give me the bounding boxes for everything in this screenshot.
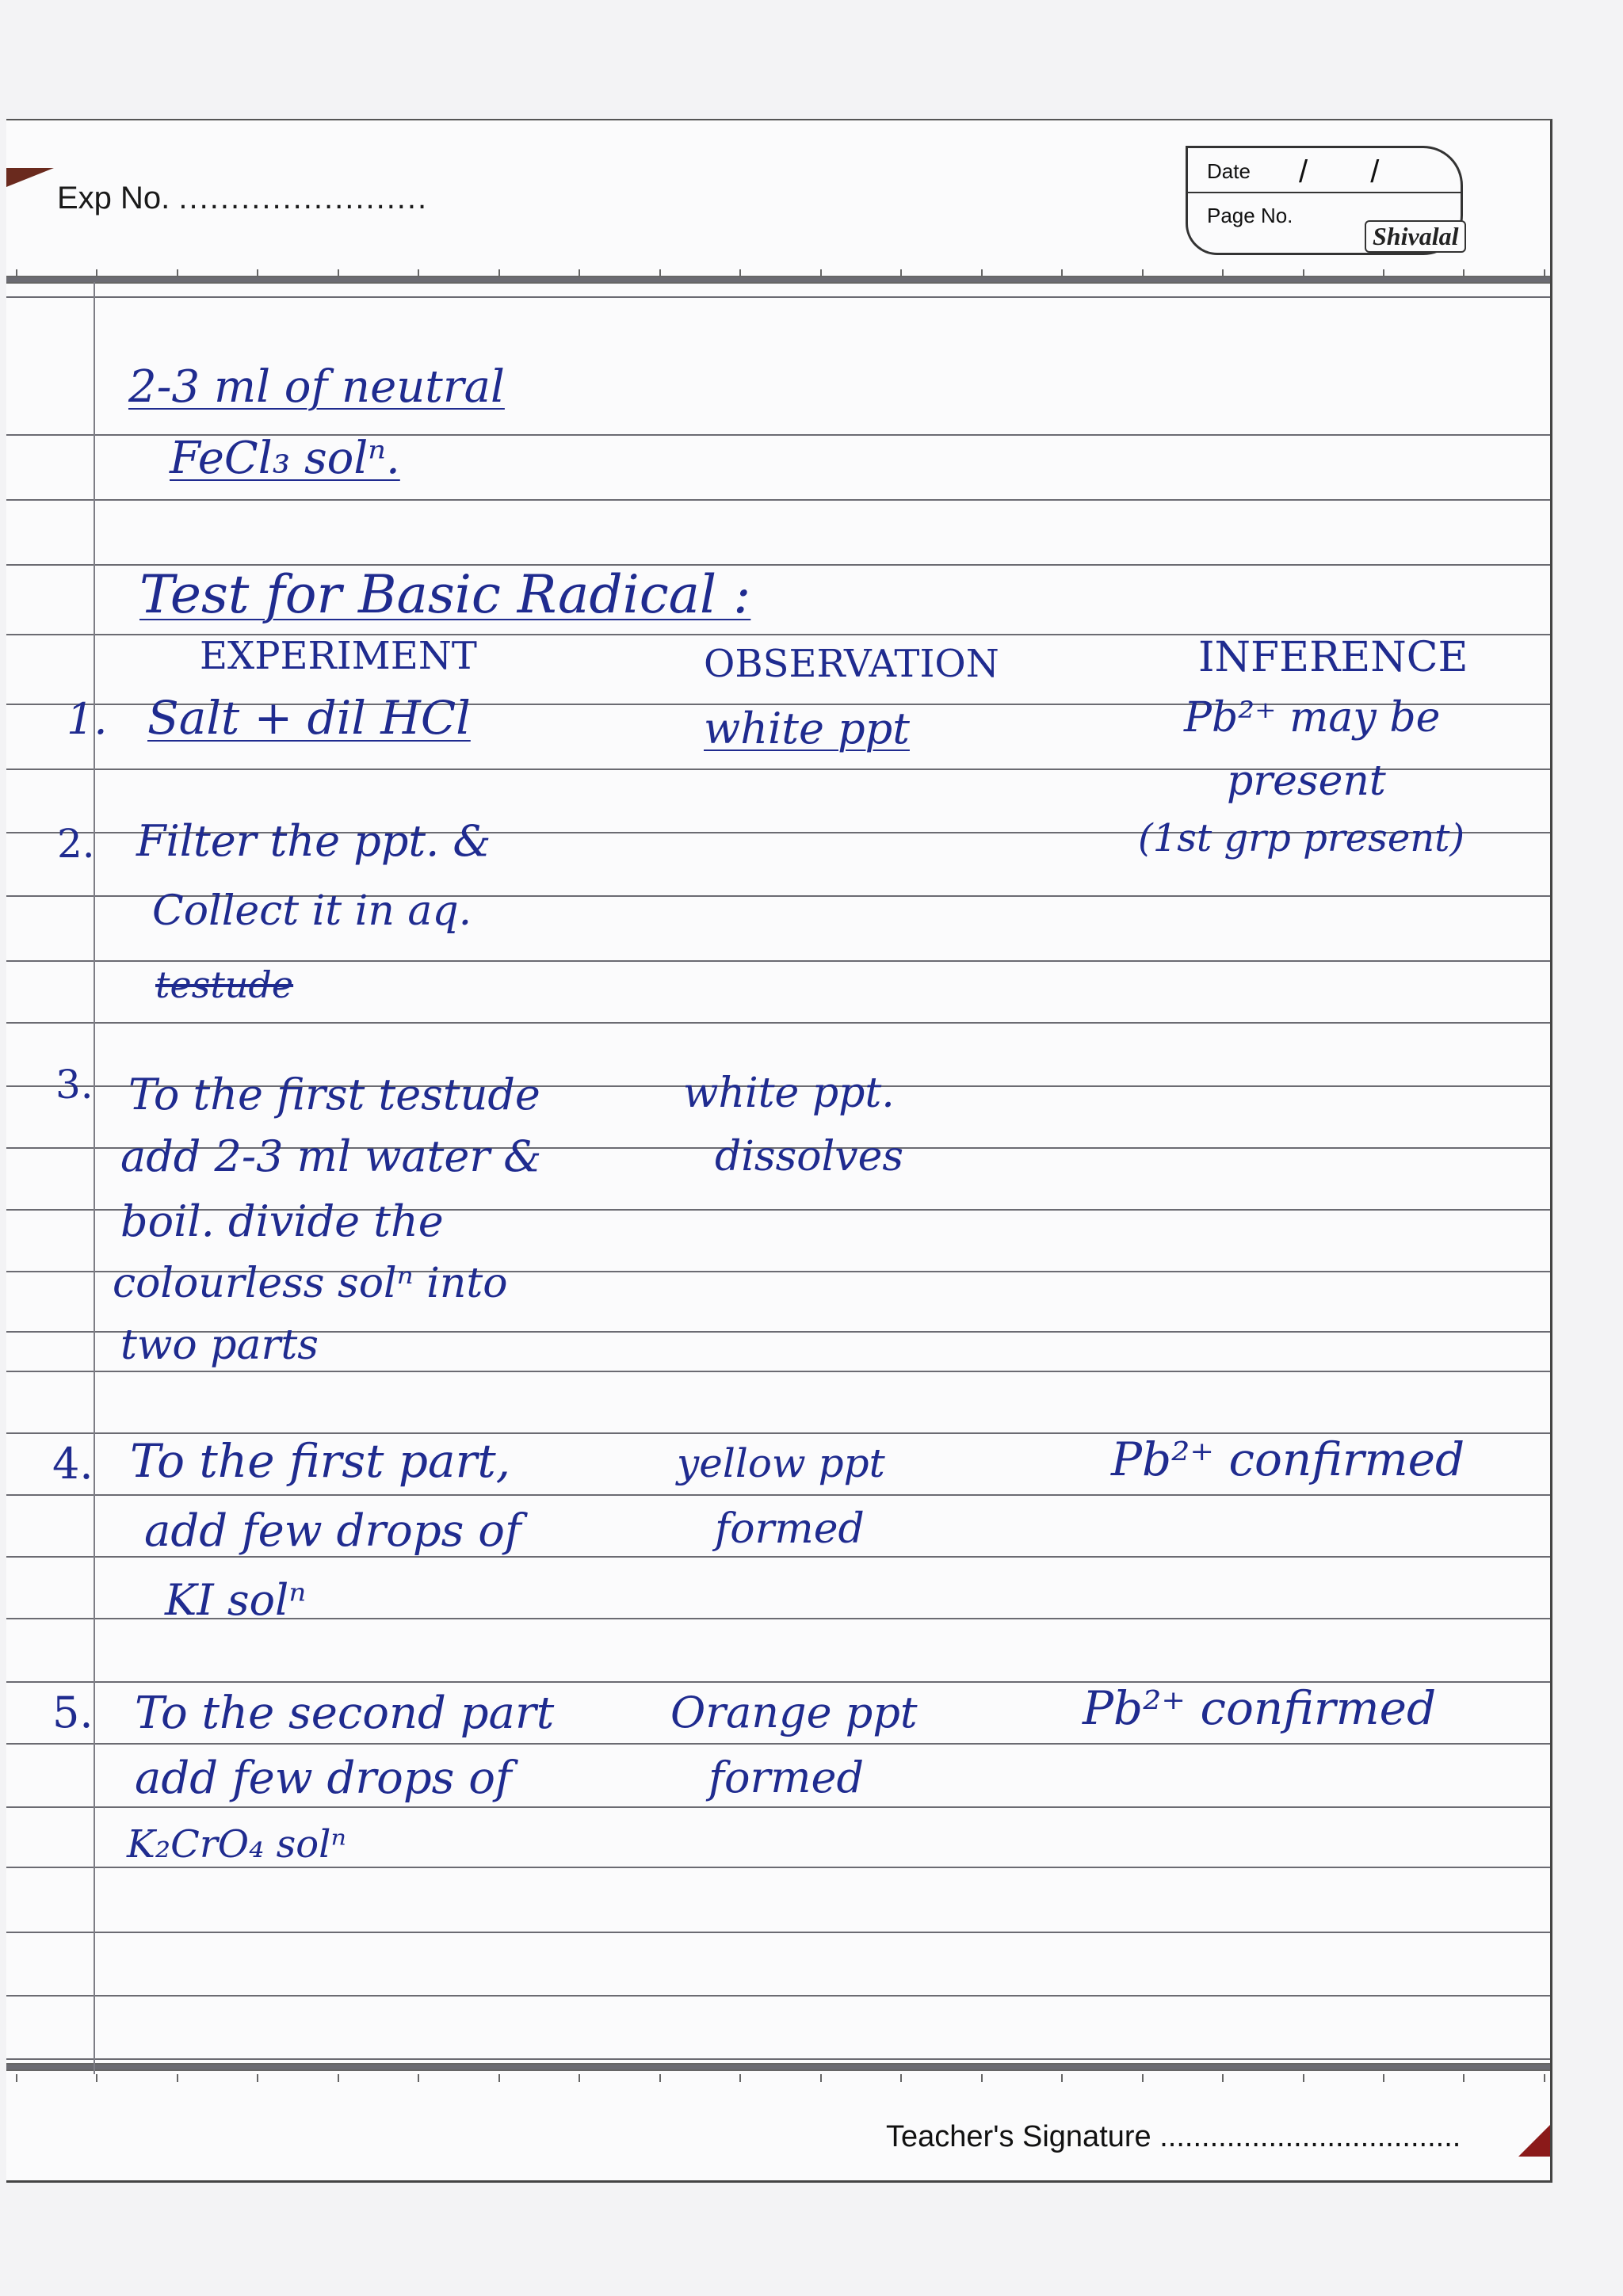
teacher-signature-dots: .................................... [1159, 2120, 1461, 2153]
row-4-experiment-line-2: add few drops of [144, 1505, 521, 1557]
ruled-line [6, 296, 1550, 298]
col-header-experiment: EXPERIMENT [200, 634, 477, 678]
ruled-line [6, 1995, 1550, 1997]
page-corner-shadow [1518, 2125, 1550, 2157]
ruled-line [6, 1743, 1550, 1745]
row-1-observation-line-1: white ppt [704, 704, 910, 753]
exp-no-text: Exp No. [57, 181, 170, 215]
ruled-line [6, 1022, 1550, 1024]
row-1-inference-line-1: Pb²⁺ may be [1184, 694, 1441, 742]
date-box-divider [1188, 192, 1461, 193]
page-corner-shadow [6, 168, 54, 187]
row-5-observation-line-2: formed [708, 1753, 865, 1802]
row-3-experiment-line-2: add 2-3 ml water & [120, 1131, 542, 1181]
date-label: Date [1207, 159, 1251, 183]
intro-line-2: FeCl₃ solⁿ. [170, 433, 400, 484]
row-5-inference-line-1: Pb²⁺ confirmed [1083, 1681, 1437, 1735]
margin-line [94, 282, 95, 2074]
row-3-number: 3. [55, 1062, 94, 1108]
ruled-line [6, 1932, 1550, 1933]
row-5-experiment-line-2: add few drops of [135, 1753, 512, 1804]
row-1-inference-line-2: present [1227, 757, 1386, 805]
date-slashes: / / [1299, 154, 1407, 189]
ruled-line [6, 1806, 1550, 1808]
exp-no-label [57, 181, 428, 216]
ruled-line [6, 499, 1550, 501]
row-5-number: 5. [52, 1688, 94, 1737]
exp-no-dots: ........................ [178, 181, 429, 215]
row-5-experiment-line-3: K₂CrO₄ solⁿ [127, 1822, 346, 1867]
intro-line-1: 2-3 ml of neutral [128, 361, 505, 413]
row-2-experiment-line-3: testude [155, 963, 294, 1006]
row-2-number: 2. [57, 821, 95, 867]
row-3-observation-line-2: dissolves [715, 1133, 904, 1180]
row-3-experiment-line-5: two parts [120, 1322, 319, 1369]
brand-logo: Shivalal [1365, 220, 1466, 253]
ruled-line [6, 960, 1550, 962]
ruled-line [6, 1494, 1550, 1496]
ruled-line [6, 1867, 1550, 1868]
row-3-observation-line-1: white ppt. [683, 1070, 895, 1117]
ruled-line [6, 1371, 1550, 1372]
rule-ticks-top [16, 269, 1545, 277]
row-3-experiment-line-3: boil. divide the [120, 1196, 444, 1246]
row-4-experiment-line-1: To the first part, [130, 1434, 511, 1488]
row-5-observation-line-1: Orange ppt [670, 1688, 918, 1737]
row-4-inference-line-1: Pb²⁺ confirmed [1111, 1432, 1465, 1486]
row-5-experiment-line-1: To the second part [135, 1688, 555, 1739]
row-1-inference-line-3: (1st grp present) [1138, 816, 1465, 860]
row-2-experiment-line-2: Collect it in aq. [152, 887, 472, 935]
footer-double-rule [6, 2063, 1550, 2071]
page-no-label: Page No. [1207, 204, 1293, 227]
ruled-line [6, 2058, 1550, 2060]
col-header-observation: OBSERVATION [704, 642, 999, 686]
teacher-signature-label: Teacher's Signature [886, 2120, 1151, 2153]
row-4-experiment-line-3: KI solⁿ [165, 1575, 307, 1625]
row-4-number: 4. [52, 1439, 94, 1489]
rule-ticks-bottom [16, 2074, 1545, 2082]
row-3-experiment-line-1: To the first testude [128, 1070, 540, 1119]
row-2-experiment-line-1: Filter the ppt. & [136, 816, 491, 866]
row-1-experiment-line-1: Salt + dil HCl [147, 691, 471, 745]
col-header-inference: INFERENCE [1198, 634, 1468, 681]
row-3-experiment-line-4: colourless solⁿ into [113, 1260, 508, 1307]
row-4-observation-line-2: formed [715, 1505, 865, 1553]
section-title: Test for Basic Radical : [139, 564, 751, 625]
teacher-signature-line [886, 2120, 1461, 2154]
row-1-number: 1. [67, 694, 108, 744]
row-4-observation-line-1: yellow ppt [677, 1440, 885, 1486]
